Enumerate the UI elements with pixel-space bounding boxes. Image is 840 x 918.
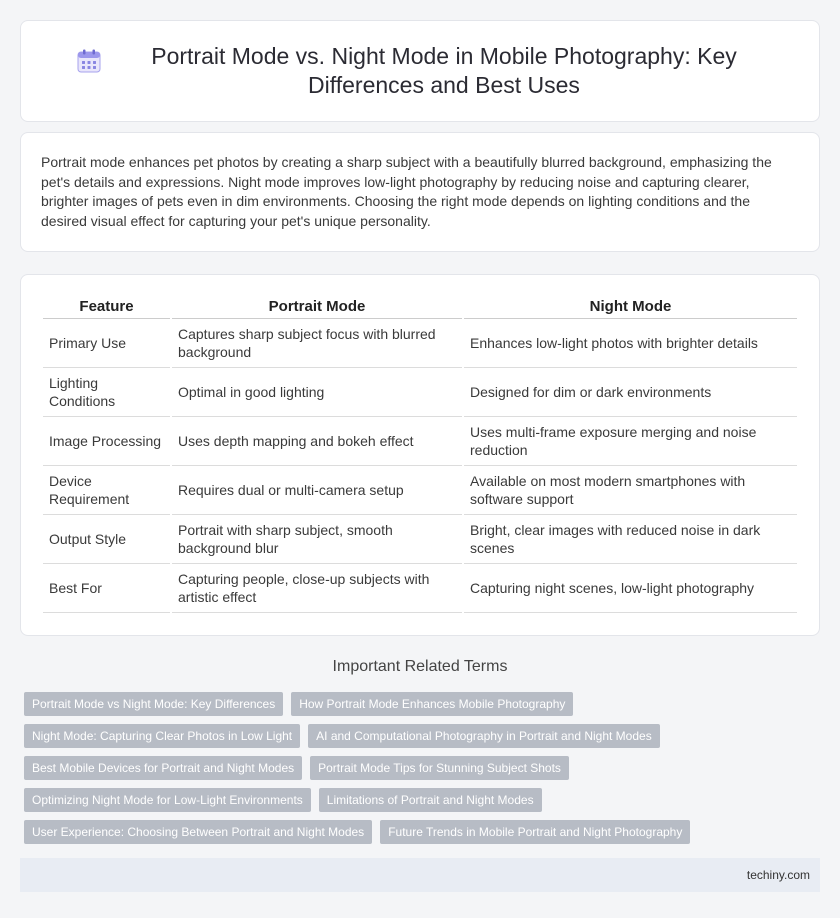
related-term-tag[interactable]: Future Trends in Mobile Portrait and Night Photography xyxy=(380,820,690,844)
table-cell-night: Enhances low-light photos with brighter details xyxy=(464,319,797,368)
table-cell-night: Uses multi-frame exposure merging and noise reduction xyxy=(464,417,797,466)
table-cell-portrait: Capturing people, close-up subjects with artistic effect xyxy=(172,564,462,613)
table-cell-feature: Image Processing xyxy=(43,417,170,466)
table-cell-feature: Device Requirement xyxy=(43,466,170,515)
table-cell-portrait: Captures sharp subject focus with blurred background xyxy=(172,319,462,368)
footer xyxy=(20,858,820,892)
table-header-night: Night Mode xyxy=(464,293,797,319)
related-term-tag[interactable]: Best Mobile Devices for Portrait and Night Modes xyxy=(24,756,302,780)
table-row xyxy=(43,515,797,564)
table-cell-portrait: Optimal in good lighting xyxy=(172,368,462,417)
table-cell-portrait: Requires dual or multi-camera setup xyxy=(172,466,462,515)
related-term-tag[interactable]: Night Mode: Capturing Clear Photos in Low Light xyxy=(24,724,300,748)
table-header-portrait: Portrait Mode xyxy=(172,293,462,319)
related-term-tag[interactable]: How Portrait Mode Enhances Mobile Photography xyxy=(291,692,573,716)
table-row xyxy=(43,564,797,613)
table-cell-portrait: Portrait with sharp subject, smooth background blur xyxy=(172,515,462,564)
page-title: Portrait Mode vs. Night Mode in Mobile Photography: Key Differences and Best Uses xyxy=(151,43,737,98)
table-row xyxy=(43,466,797,515)
related-term-tag[interactable]: Limitations of Portrait and Night Modes xyxy=(319,788,542,812)
table-row xyxy=(43,417,797,466)
table-header-row xyxy=(43,293,797,319)
table-cell-night: Capturing night scenes, low-light photography xyxy=(464,564,797,613)
table-cell-night: Bright, clear images with reduced noise in dark scenes xyxy=(464,515,797,564)
table-cell-night: Available on most modern smartphones with software support xyxy=(464,466,797,515)
comparison-table xyxy=(41,293,799,613)
table-cell-feature: Output Style xyxy=(43,515,170,564)
related-term-tag[interactable]: AI and Computational Photography in Portrait and Night Modes xyxy=(308,724,660,748)
header-card xyxy=(20,20,820,122)
related-term-tag[interactable]: Portrait Mode vs Night Mode: Key Differences xyxy=(24,692,283,716)
related-terms-list xyxy=(24,692,820,844)
table-cell-feature: Primary Use xyxy=(43,319,170,368)
intro-text: Portrait mode enhances pet photos by creating a sharp subject with a beautifully blurred background, emphasizing the pet's details and expressions. Night mode improves low-light photography by reducing noise and capturing clearer, brighter images of pets even in dim environments. Choosing the right mode depends on lighting conditions and the desired visual effect for capturing your pet's unique personality. xyxy=(41,154,772,229)
comparison-table-card xyxy=(20,274,820,636)
intro-card xyxy=(20,132,820,252)
table-cell-portrait: Uses depth mapping and bokeh effect xyxy=(172,417,462,466)
related-terms-heading: Important Related Terms xyxy=(332,658,508,675)
footer-brand[interactable]: techiny.com xyxy=(746,868,810,882)
related-term-tag[interactable]: Optimizing Night Mode for Low-Light Environments xyxy=(24,788,311,812)
table-row xyxy=(43,319,797,368)
calendar-icon xyxy=(76,48,102,74)
table-row xyxy=(43,368,797,417)
table-cell-feature: Lighting Conditions xyxy=(43,368,170,417)
related-term-tag[interactable]: Portrait Mode Tips for Stunning Subject Shots xyxy=(310,756,569,780)
table-cell-night: Designed for dim or dark environments xyxy=(464,368,797,417)
table-header-feature: Feature xyxy=(43,293,170,319)
related-term-tag[interactable]: User Experience: Choosing Between Portrait and Night Modes xyxy=(24,820,372,844)
table-cell-feature: Best For xyxy=(43,564,170,613)
